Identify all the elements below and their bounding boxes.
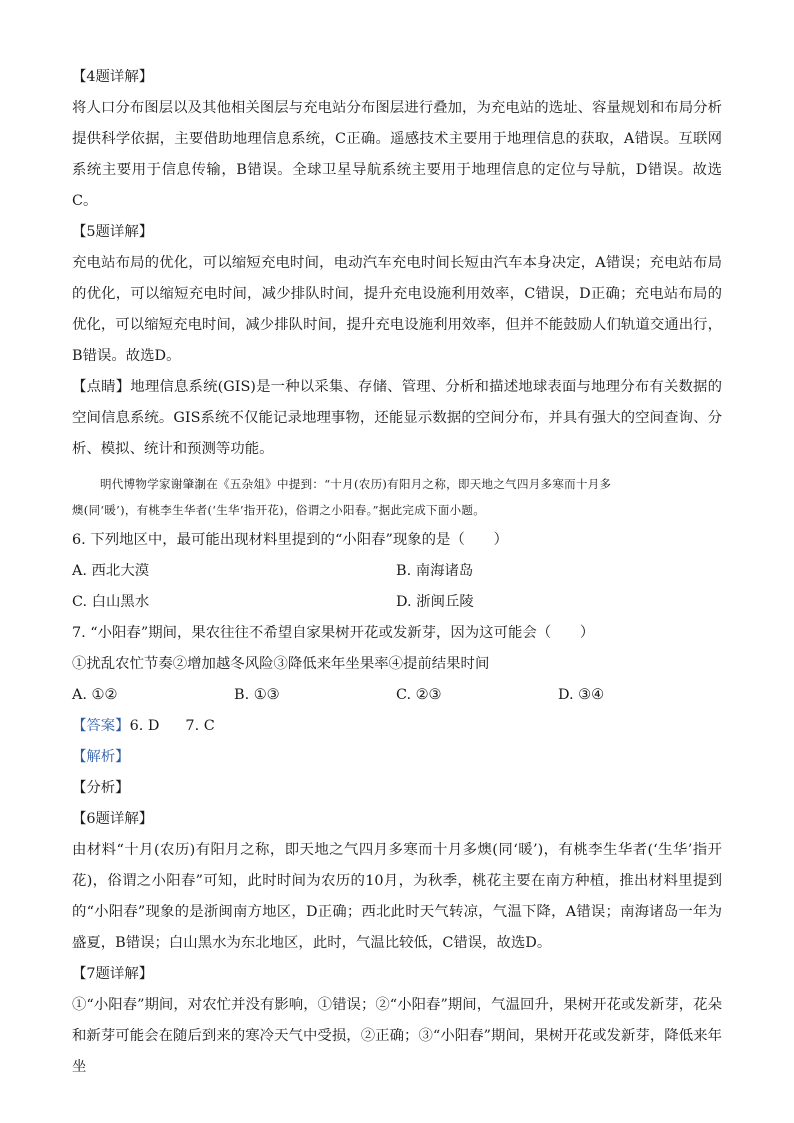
question-7-stem: 7. “小阳春”期间，果农往往不希望自家果树开花或发新芽，因为这可能会（ ） [72,625,595,641]
q6-detail-text: 由材料“十月(农历)有阳月之称，即天地之气四月多寒而十月多燠(同‘暖’)，有桃李生华者(‘生华’指开花)，俗谓之小阳春”可知，此时时间为农历的10月，为秋季，桃花主要在南方种植，推出材料里提到的“小阳春”现象的是浙闽南方地区，D正确；西北此时天气转凉，气温下降，A错误；南海诸岛一年为盛夏，B错误；白山黑水为东北地区，此时，气温比较低，C错误，故选D。 [72,842,722,951]
q7-option-b: B. ①③ [234,687,280,703]
material-line-1: 明代博物学家谢肇淛在《五杂俎》中提到：“十月(农历)有阳月之称，即天地之气四月多寒而十月多 [100,477,612,491]
jiexi-label: 【解析】 [72,749,130,765]
answer-label: 【答案】 [72,718,130,734]
question-7-options-row [72,680,722,711]
q5-detail-heading: 【5题详解】 [72,224,154,240]
q5-detail-text: 充电站布局的优化，可以缩短充电时间，电动汽车充电时间长短由汽车本身决定，A错误；充电站布局的优化，可以缩短充电时间，减少排队时间，提升充电设施利用效率，C错误，D正确；充电站布局的优化，可以缩短充电时间，减少排队时间，提升充电设施利用效率，但并不能鼓励人们轨道交通出行，B错误。故选D。 [72,255,722,364]
dianjing-text: 地理信息系统(GIS)是一种以采集、存储、管理、分析和描述地球表面与地理分布有关数据的空间信息系统。GIS系统不仅能记录地理事物，还能显示数据的空间分布，并具有强大的空间查询、分析、模拟、统计和预测等功能。 [72,379,722,457]
answers-line [72,711,722,742]
q4-detail-text: 将人口分布图层以及其他相关图层与充电站分布图层进行叠加，为充电站的选址、容量规划和布局分析提供科学依据，主要借助地理信息系统，C正确。遥感技术主要用于地理信息的获取，A错误。互联网系统主要用于信息传输，B错误。全球卫星导航系统主要用于地理信息的定位与导航，D错误。故选C。 [72,100,722,209]
q6-option-d: D. 浙闽丘陵 [396,594,474,610]
material-line-2: 燠(同‘暖’)，有桃李生华者(‘生华’指开花)，俗谓之小阳春。”据此完成下面小题。 [72,503,485,517]
question-6-options-row-1 [72,556,722,587]
answer-7: 7. C [185,718,215,734]
document-page [72,62,722,1083]
q7-option-c: C. ②③ [396,687,442,703]
answer-6: 6. D [129,718,160,734]
q7-option-a: A. ①② [72,687,118,703]
q6-detail-paragraph [72,835,722,959]
material-passage [72,471,722,523]
q4-detail-heading: 【4题详解】 [72,69,154,85]
q6-option-a: A. 西北大漠 [72,563,150,579]
q7-option-d: D. ③④ [558,687,604,703]
question-7-choices: ①扰乱农忙节奏②增加越冬风险③降低来年坐果率④提前结果时间 [72,656,490,672]
q6-option-c: C. 白山黑水 [72,594,150,610]
q7-detail-heading: 【7题详解】 [72,966,154,982]
q6-option-b: B. 南海诸岛 [396,563,474,579]
q7-detail-paragraph [72,990,722,1083]
dianjing-paragraph [72,372,722,465]
question-6-stem: 6. 下列地区中，最可能出现材料里提到的“小阳春”现象的是（ ） [72,532,508,548]
question-6-options-row-2 [72,587,722,618]
q4-detail-paragraph [72,93,722,217]
q6-detail-heading: 【6题详解】 [72,811,154,827]
q7-detail-text: ①“小阳春”期间，对农忙并没有影响，①错误；②“小阳春”期间，气温回升，果树开花或发新芽，花朵和新芽可能会在随后到来的寒冷天气中受损，②正确；③“小阳春”期间，果树开花或发新芽，降低来年坐 [72,997,722,1075]
fenxi-label: 【分析】 [72,780,130,796]
q5-detail-paragraph [72,248,722,372]
dianjing-label: 【点睛】 [72,379,131,395]
